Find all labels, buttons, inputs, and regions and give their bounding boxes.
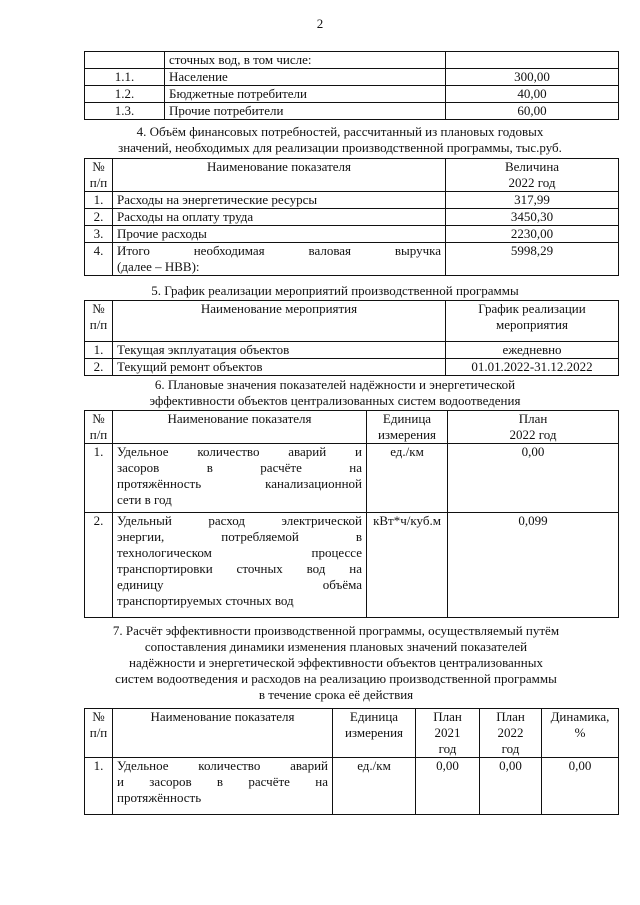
- row-name: Текущий ремонт объектов: [113, 359, 446, 376]
- row-value: 3450,30: [446, 209, 619, 226]
- row-number: 1.: [85, 342, 113, 359]
- col-header-plan: План 2022 год: [448, 411, 619, 444]
- row-unit: ед./км: [333, 758, 416, 815]
- efficiency-table: [84, 708, 619, 815]
- col-header-number: № п/п: [85, 301, 113, 342]
- row-number: 1.: [85, 192, 113, 209]
- table-row: [85, 52, 619, 69]
- section-4-heading: 4. Объём финансовых потребностей, рассчитанный из плановых годовых значений, необходимых для реализации производственной программы, тыс.руб.: [118, 124, 562, 155]
- financial-needs-table: [84, 158, 619, 276]
- section-6-heading: 6. Плановые значения показателей надёжности и энергетической эффективности объектов централизованных систем водоотведения: [149, 377, 521, 408]
- row-dynamics: 0,00: [542, 758, 619, 815]
- row-number: 1.3.: [85, 103, 165, 120]
- row-name: Бюджетные потребители: [165, 86, 446, 103]
- table-row: [85, 342, 619, 359]
- row-number: 1.2.: [85, 86, 165, 103]
- row-number: 1.: [85, 444, 113, 513]
- col-header-value: Величина 2022 год: [446, 159, 619, 192]
- row-value: 5998,29: [446, 243, 619, 276]
- row-plan-2022: 0,00: [480, 758, 542, 815]
- row-value: 0,00: [448, 444, 619, 513]
- col-header-unit: Единица измерения: [333, 709, 416, 758]
- col-header-name: Наименование показателя: [113, 159, 446, 192]
- table-row: [85, 758, 619, 815]
- row-unit: кВт*ч/куб.м: [367, 513, 448, 618]
- row-name: Итого необходимая валовая выручка (далее – НВВ):: [113, 243, 446, 276]
- schedule-table: [84, 300, 619, 376]
- row-value: 300,00: [446, 69, 619, 86]
- table-row: [85, 513, 619, 618]
- row-unit: ед./км: [367, 444, 448, 513]
- table-row: [85, 192, 619, 209]
- col-header-name: Наименование показателя: [113, 411, 367, 444]
- row-name: Текущая экплуатация объектов: [113, 342, 446, 359]
- col-header-plan-2021: План 2021 год: [416, 709, 480, 758]
- table-header-row: [85, 709, 619, 758]
- consumption-table: [84, 51, 619, 120]
- table-header-row: [85, 159, 619, 192]
- row-number: 3.: [85, 226, 113, 243]
- table-header-row: [85, 301, 619, 342]
- col-header-number: № п/п: [85, 159, 113, 192]
- row-number: 4.: [85, 243, 113, 276]
- table-row: [85, 226, 619, 243]
- row-value: 2230,00: [446, 226, 619, 243]
- row-name: Удельное количество аварий и засоров в расчёте на протяжённость: [113, 758, 333, 815]
- row-value: 40,00: [446, 86, 619, 103]
- row-value: ежедневно: [446, 342, 619, 359]
- row-value: 0,099: [448, 513, 619, 618]
- row-name: Удельный расход электрической энергии, потребляемой в технологическом процессе транспортировки сточных вод на единицу объёма транспортируемых сточных вод: [113, 513, 367, 618]
- col-header-schedule: График реализации мероприятия: [446, 301, 619, 342]
- col-header-name: Наименование показателя: [113, 709, 333, 758]
- table-row: [85, 444, 619, 513]
- row-value: 60,00: [446, 103, 619, 120]
- col-header-plan-2022: План 2022 год: [480, 709, 542, 758]
- row-name: Удельное количество аварий и засоров в расчёте на протяжённость канализационной сети в год: [113, 444, 367, 513]
- row-name: Расходы на энергетические ресурсы: [113, 192, 446, 209]
- row-name: Население: [165, 69, 446, 86]
- row-number: 1.: [85, 758, 113, 815]
- row-name: Прочие потребители: [165, 103, 446, 120]
- row-number: 1.1.: [85, 69, 165, 86]
- col-header-number: № п/п: [85, 411, 113, 444]
- page-number: 2: [316, 16, 324, 31]
- row-number: 2.: [85, 209, 113, 226]
- table-row: [85, 86, 619, 103]
- table-header-row: [85, 411, 619, 444]
- table-row: [85, 243, 619, 276]
- row-value: 01.01.2022-31.12.2022: [446, 359, 619, 376]
- row-value: 317,99: [446, 192, 619, 209]
- table-row: [85, 69, 619, 86]
- row-number: 2.: [85, 513, 113, 618]
- table-cell: сточных вод, в том числе:: [165, 52, 446, 69]
- section-5-heading: 5. График реализации мероприятий производственной программы: [151, 283, 519, 298]
- col-header-name: Наименование мероприятия: [113, 301, 446, 342]
- table-row: [85, 209, 619, 226]
- section-7-heading: 7. Расчёт эффективности производственной программы, осуществляемый путём сопоставления динамики изменения плановых значений показателей надёжности и энергетической эффективности объектов централизованных систем водоотведения и расходов на реализацию производственной программы в течение срока её действия: [112, 623, 560, 702]
- col-header-unit: Единица измерения: [367, 411, 448, 444]
- reliability-table: [84, 410, 619, 618]
- row-plan-2021: 0,00: [416, 758, 480, 815]
- row-name: Расходы на оплату труда: [113, 209, 446, 226]
- row-name: Прочие расходы: [113, 226, 446, 243]
- col-header-dynamics: Динамика, %: [542, 709, 619, 758]
- table-row: [85, 359, 619, 376]
- table-row: [85, 103, 619, 120]
- col-header-number: № п/п: [85, 709, 113, 758]
- row-number: 2.: [85, 359, 113, 376]
